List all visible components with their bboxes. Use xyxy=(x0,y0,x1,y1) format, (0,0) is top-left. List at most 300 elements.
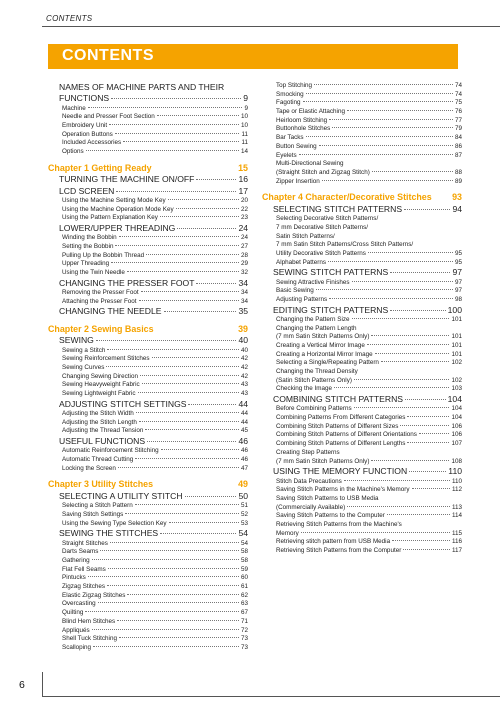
dot-leader xyxy=(92,629,239,630)
toc-section[interactable] xyxy=(48,174,248,185)
toc-subsection[interactable] xyxy=(262,117,462,126)
toc-entry-title: SEWING THE STITCHES xyxy=(59,528,159,539)
toc-page-number: 95 xyxy=(454,249,462,257)
toc-subsection[interactable] xyxy=(262,143,462,152)
toc-subsection[interactable] xyxy=(262,359,462,368)
toc-page-number: 101 xyxy=(451,350,462,358)
dot-leader xyxy=(400,425,449,426)
toc-entry-title: Sewing Reinforcement Stitches xyxy=(62,355,150,363)
dot-leader xyxy=(371,460,449,461)
dot-leader xyxy=(138,392,239,393)
toc-entry-title: Locking the Screen xyxy=(62,464,116,472)
toc-entry-title: (7 mm Satin Stitch Patterns Only) xyxy=(276,457,370,465)
toc-entry-title: Using the Sewing Type Selection Key xyxy=(62,519,167,527)
toc-page-number: 47 xyxy=(240,464,248,472)
toc-page-number: 49 xyxy=(238,479,248,490)
toc-page-number: 42 xyxy=(240,372,248,380)
toc-subsection[interactable] xyxy=(48,456,248,465)
toc-page-number: 44 xyxy=(240,418,248,426)
dot-leader xyxy=(88,576,239,577)
dot-leader xyxy=(110,542,239,543)
dot-leader xyxy=(407,442,449,443)
toc-page-number: 117 xyxy=(451,547,462,555)
toc-subsection[interactable] xyxy=(262,134,462,143)
toc-entry-title: 7 mm Satin Stitch Patterns/Cross Stitch Patterns/ xyxy=(276,241,414,249)
toc-subsection[interactable] xyxy=(48,410,248,419)
toc-page-number: 116 xyxy=(451,538,462,546)
dot-leader xyxy=(347,110,453,111)
toc-entry-title: Shell Tuck Stitching xyxy=(62,635,117,643)
toc-entry-title: Satin Stitch Patterns/ xyxy=(276,232,335,240)
toc-subsection[interactable] xyxy=(262,538,462,547)
toc-subsection[interactable] xyxy=(48,373,248,382)
dot-leader xyxy=(96,340,237,341)
toc-entry-title: (7 mm Satin Stitch Patterns Only) xyxy=(276,333,370,341)
dot-leader xyxy=(306,93,453,94)
dot-leader xyxy=(352,281,453,282)
dot-leader xyxy=(111,98,241,99)
toc-subsection[interactable] xyxy=(262,351,462,360)
toc-subsection[interactable] xyxy=(48,574,248,583)
toc-page-number: 93 xyxy=(452,192,462,203)
dot-leader xyxy=(196,283,236,284)
toc-subsection[interactable] xyxy=(262,224,462,233)
dot-leader xyxy=(419,433,450,434)
toc-subsection[interactable] xyxy=(262,178,462,187)
toc-subsection[interactable] xyxy=(48,252,248,261)
toc-subsection[interactable] xyxy=(48,381,248,390)
toc-section[interactable] xyxy=(48,186,248,197)
dot-leader xyxy=(109,124,239,125)
toc-page-number: 67 xyxy=(240,609,248,617)
toc-subsection[interactable] xyxy=(262,423,462,432)
toc-subsection[interactable] xyxy=(48,347,248,356)
toc-page-number: 46 xyxy=(238,436,248,447)
toc-page-number: 79 xyxy=(454,125,462,133)
toc-subsection[interactable] xyxy=(262,504,462,513)
toc-page-number: 27 xyxy=(240,242,248,250)
toc-page-number: 58 xyxy=(240,557,248,565)
dot-leader xyxy=(375,353,450,354)
toc-page-number: 45 xyxy=(240,427,248,435)
toc-page-number: 110 xyxy=(451,477,462,485)
toc-page-number: 115 xyxy=(451,529,462,537)
toc-subsection[interactable] xyxy=(48,260,248,269)
toc-page-number: 101 xyxy=(451,333,462,341)
toc-page-number: 97 xyxy=(452,267,462,278)
toc-entry-title: Changing the Thread Density xyxy=(276,368,358,376)
toc-section[interactable] xyxy=(262,466,462,477)
dot-leader xyxy=(314,84,453,85)
dot-leader xyxy=(303,101,453,102)
toc-entry-title: Zipper Insertion xyxy=(276,177,320,185)
chapter-heading[interactable] xyxy=(48,479,248,491)
toc-page-number: 16 xyxy=(238,174,248,185)
toc-entry-title: FUNCTIONS xyxy=(59,93,110,104)
toc-subsection[interactable] xyxy=(262,241,462,250)
toc-entry-title: Retrieving Stitch Patterns from the Computer xyxy=(276,547,402,555)
toc-entry-title: Combining Stitch Patterns of Different Lengths xyxy=(276,440,406,448)
toc-page-number: 39 xyxy=(238,323,248,334)
toc-entry-title: Automatic Reinforcement Stitching xyxy=(62,447,159,455)
toc-entry-title: Changing the Pattern Size xyxy=(276,315,350,323)
toc-page-number: 104 xyxy=(451,414,462,422)
toc-page-number: 74 xyxy=(454,90,462,98)
dot-leader xyxy=(352,318,450,319)
toc-subsection[interactable] xyxy=(48,609,248,618)
toc-subsection[interactable] xyxy=(48,583,248,592)
toc-right-column xyxy=(262,82,462,556)
toc-page-number: 114 xyxy=(451,512,462,520)
toc-subsection[interactable] xyxy=(262,279,462,288)
toc-entry-title: Alphabet Patterns xyxy=(276,258,327,266)
toc-entry-title: Chapter 3 Utility Stitches xyxy=(48,479,154,490)
dot-leader xyxy=(100,550,239,551)
toc-section[interactable] xyxy=(48,306,248,317)
toc-entry-title: Button Sewing xyxy=(276,142,317,150)
chapter-heading[interactable] xyxy=(262,192,462,204)
toc-subsection[interactable] xyxy=(48,206,248,215)
toc-entry-title: Sewing Curves xyxy=(62,363,105,371)
toc-subsection[interactable] xyxy=(262,385,462,394)
toc-page-number: 59 xyxy=(240,565,248,573)
toc-section[interactable] xyxy=(262,394,462,405)
toc-subsection[interactable] xyxy=(48,364,248,373)
toc-subsection[interactable] xyxy=(262,333,462,342)
toc-section[interactable] xyxy=(262,305,462,316)
dot-leader xyxy=(390,272,450,273)
toc-subsection[interactable] xyxy=(48,243,248,252)
dot-leader xyxy=(141,291,239,292)
dot-leader xyxy=(145,429,239,430)
dot-leader xyxy=(412,488,450,489)
toc-page-number: 61 xyxy=(240,583,248,591)
toc-entry-title: Checking the Image xyxy=(276,385,333,393)
toc-page-number: 29 xyxy=(240,260,248,268)
toc-subsection[interactable] xyxy=(262,215,462,224)
header-rule xyxy=(42,26,500,27)
toc-subsection[interactable] xyxy=(262,259,462,268)
toc-entry-title: CHANGING THE NEEDLE xyxy=(59,306,162,317)
toc-entry-title: Using the Machine Setting Mode Key xyxy=(62,196,166,204)
dot-leader xyxy=(85,611,239,612)
toc-entry-title: Before Combining Patterns xyxy=(276,405,352,413)
dot-leader xyxy=(168,199,239,200)
dot-leader xyxy=(329,119,453,120)
toc-entry-title: Top Stitching xyxy=(276,82,313,89)
toc-page-number: 108 xyxy=(451,457,462,465)
toc-entry-title: Overcasting xyxy=(62,600,96,608)
toc-entry-title: Fagoting xyxy=(276,99,301,107)
toc-page-number: 44 xyxy=(238,398,248,409)
toc-subsection[interactable] xyxy=(262,250,462,259)
dot-leader xyxy=(368,252,453,253)
toc-section[interactable] xyxy=(48,399,248,410)
dot-leader xyxy=(125,513,239,514)
toc-page-number: 84 xyxy=(454,134,462,142)
toc-entry-title: Sewing a Stitch xyxy=(62,346,106,354)
dot-leader xyxy=(405,399,446,400)
toc-subsection[interactable] xyxy=(262,287,462,296)
dot-leader xyxy=(147,441,236,442)
toc-subsection[interactable] xyxy=(48,105,248,114)
dot-leader xyxy=(117,620,239,621)
toc-subsection[interactable] xyxy=(48,502,248,511)
dot-leader xyxy=(372,171,453,172)
toc-entry-title: Options xyxy=(62,148,84,156)
toc-subsection[interactable] xyxy=(48,197,248,206)
toc-page-number: 112 xyxy=(451,486,462,494)
toc-page-number: 54 xyxy=(238,528,248,539)
toc-entry-title: Basic Sewing xyxy=(276,287,314,295)
toc-entry-title: Saving Stitch Patterns to the Computer xyxy=(276,512,385,520)
dot-leader xyxy=(316,289,453,290)
toc-entry-title: Combining Stitch Patterns of Different Sizes xyxy=(276,422,399,430)
toc-subsection[interactable] xyxy=(48,390,248,399)
toc-subsection[interactable] xyxy=(48,627,248,636)
toc-entry-title: Combining Patterns From Different Categories xyxy=(276,414,406,422)
toc-subsection[interactable] xyxy=(48,548,248,557)
toc-page-number: 110 xyxy=(448,466,462,477)
toc-entry-title: SELECTING STITCH PATTERNS xyxy=(273,203,403,214)
toc-subsection[interactable] xyxy=(48,419,248,428)
toc-page-number: 51 xyxy=(240,502,248,510)
dot-leader xyxy=(164,311,237,312)
toc-subsection[interactable] xyxy=(262,414,462,423)
dot-leader xyxy=(107,349,239,350)
toc-entry-title: Automatic Thread Cutting xyxy=(62,456,134,464)
toc-subsection[interactable] xyxy=(262,431,462,440)
toc-subsection[interactable] xyxy=(262,486,462,495)
toc-entry-title: Needle and Presser Foot Section xyxy=(62,113,155,121)
toc-page-number: 42 xyxy=(240,363,248,371)
toc-section[interactable] xyxy=(48,278,248,289)
dot-leader xyxy=(139,421,239,422)
toc-entry-title: Retrieving Stitch Patterns from the Machine's xyxy=(276,520,402,528)
toc-page-number: 103 xyxy=(451,385,462,393)
toc-entry-title: Selecting a Stitch Pattern xyxy=(62,502,133,510)
toc-entry-title: Stitch Data Precautions xyxy=(276,477,342,485)
dot-leader xyxy=(135,458,239,459)
dot-leader xyxy=(392,540,450,541)
toc-entry-title: Machine xyxy=(62,104,86,112)
toc-subsection[interactable] xyxy=(48,214,248,223)
toc-entry-title: ADJUSTING STITCH SETTINGS xyxy=(59,398,187,409)
toc-subsection[interactable] xyxy=(48,447,248,456)
toc-subsection[interactable] xyxy=(262,82,462,91)
toc-subsection[interactable] xyxy=(262,530,462,539)
toc-page-number: 101 xyxy=(451,315,462,323)
toc-entry-title: CHANGING THE PRESSER FOOT xyxy=(59,277,195,288)
toc-subsection[interactable] xyxy=(262,405,462,414)
toc-subsection[interactable] xyxy=(48,234,248,243)
toc-entry-title: SEWING xyxy=(59,335,94,346)
toc-page-number: 95 xyxy=(454,258,462,266)
toc-page-number: 42 xyxy=(240,355,248,363)
toc-subsection[interactable] xyxy=(48,540,248,549)
toc-subsection[interactable] xyxy=(48,289,248,298)
toc-subsection[interactable] xyxy=(262,99,462,108)
toc-section[interactable] xyxy=(262,267,462,278)
dot-leader xyxy=(169,522,239,523)
dot-leader xyxy=(354,379,450,380)
toc-subsection[interactable] xyxy=(48,557,248,566)
toc-entry-title: Selecting a Single/Repeating Pattern xyxy=(276,359,379,367)
toc-section[interactable] xyxy=(48,491,248,502)
toc-subsection[interactable] xyxy=(48,566,248,575)
chapter-heading[interactable] xyxy=(48,163,248,175)
dot-leader xyxy=(119,637,239,638)
dot-leader xyxy=(123,141,239,142)
toc-section[interactable] xyxy=(48,436,248,447)
toc-section[interactable] xyxy=(48,93,248,104)
toc-subsection[interactable] xyxy=(48,427,248,436)
toc-page-number: 9 xyxy=(244,104,248,112)
dot-leader xyxy=(115,133,240,134)
toc-entry-title: Saving Stitch Patterns in the Machine's Memory xyxy=(276,486,410,494)
toc-page-number: 58 xyxy=(240,548,248,556)
toc-subsection[interactable] xyxy=(48,298,248,307)
toc-page-number: 20 xyxy=(240,196,248,204)
toc-page-number: 34 xyxy=(238,277,248,288)
toc-subsection[interactable] xyxy=(262,125,462,134)
toc-subsection[interactable] xyxy=(262,440,462,449)
toc-entry-title: COMBINING STITCH PATTERNS xyxy=(273,394,404,405)
toc-entry-title: Adjusting Patterns xyxy=(276,295,328,303)
toc-subsection[interactable] xyxy=(262,108,462,117)
toc-page-number: 104 xyxy=(447,394,462,405)
toc-section[interactable] xyxy=(48,335,248,346)
toc-entry-title: Upper Threading xyxy=(62,260,110,268)
toc-entry-title: Winding the Bobbin xyxy=(62,234,117,242)
toc-subsection[interactable] xyxy=(262,377,462,386)
toc-entry-title: Smocking xyxy=(276,90,304,98)
toc-entry-title: (Commercially Available) xyxy=(276,503,346,511)
toc-subsection[interactable] xyxy=(48,618,248,627)
toc-section[interactable] xyxy=(262,204,462,215)
toc-page-number: 23 xyxy=(240,214,248,222)
toc-subsection[interactable] xyxy=(262,152,462,161)
dot-leader xyxy=(157,115,239,116)
toc-page-number: 52 xyxy=(240,510,248,518)
dot-leader xyxy=(118,467,239,468)
banner-title: CONTENTS xyxy=(62,47,154,64)
toc-entry-title: Sewing Heavyweight Fabric xyxy=(62,381,140,389)
toc-subsection[interactable] xyxy=(48,131,248,140)
dot-leader xyxy=(146,254,239,255)
toc-page-number: 86 xyxy=(454,142,462,150)
toc-entry-title: Bar Tacks xyxy=(276,134,304,142)
dot-leader xyxy=(119,236,239,237)
toc-entry-title: Quilting xyxy=(62,609,84,617)
toc-entry-title: Multi-Directional Sewing xyxy=(276,160,344,168)
footer-rule-vertical xyxy=(42,672,43,696)
dot-leader xyxy=(92,559,239,560)
toc-entry-title: Appliqués xyxy=(62,626,90,634)
toc-subsection[interactable] xyxy=(48,113,248,122)
toc-subsection[interactable] xyxy=(262,521,462,530)
dot-leader xyxy=(371,335,449,336)
toc-subsection[interactable] xyxy=(262,458,462,467)
toc-subsection[interactable] xyxy=(262,325,462,334)
toc-page-number: 74 xyxy=(454,82,462,89)
toc-subsection[interactable] xyxy=(262,233,462,242)
toc-subsection[interactable] xyxy=(262,91,462,100)
dot-leader xyxy=(387,514,450,515)
toc-subsection[interactable] xyxy=(48,635,248,644)
toc-subsection[interactable] xyxy=(262,512,462,521)
toc-entry-title: Creating Step Patterns xyxy=(276,448,340,456)
toc-subsection[interactable] xyxy=(48,148,248,157)
toc-section[interactable] xyxy=(48,82,248,93)
toc-entry-title: SEWING STITCH PATTERNS xyxy=(273,267,389,278)
toc-page-number: 40 xyxy=(240,346,248,354)
toc-section[interactable] xyxy=(48,528,248,539)
toc-page-number: 43 xyxy=(240,390,248,397)
toc-subsection[interactable] xyxy=(48,465,248,474)
toc-page-number: 22 xyxy=(240,205,248,213)
toc-entry-title: LOWER/UPPER THREADING xyxy=(59,222,176,233)
toc-page-number: 104 xyxy=(451,405,462,413)
toc-subsection[interactable] xyxy=(48,122,248,131)
toc-subsection[interactable] xyxy=(48,600,248,609)
toc-page-number: 53 xyxy=(240,519,248,527)
toc-entry-title: 7 mm Decorative Stitch Patterns/ xyxy=(276,223,369,231)
toc-section[interactable] xyxy=(48,223,248,234)
toc-entry-title: Straight Stitches xyxy=(62,539,108,547)
toc-entry-title: Tape or Elastic Attaching xyxy=(276,108,345,116)
toc-subsection[interactable] xyxy=(48,520,248,529)
dot-leader xyxy=(160,533,236,534)
toc-subsection[interactable] xyxy=(48,592,248,601)
toc-entry-title: Combining Stitch Patterns of Different Orientations xyxy=(276,431,417,439)
toc-subsection[interactable] xyxy=(262,368,462,377)
dot-leader xyxy=(322,180,453,181)
dot-leader xyxy=(334,387,449,388)
toc-page-number: 32 xyxy=(240,269,248,277)
toc-subsection[interactable] xyxy=(262,449,462,458)
toc-page-number: 54 xyxy=(240,539,248,547)
toc-subsection[interactable] xyxy=(262,478,462,487)
toc-subsection[interactable] xyxy=(262,160,462,169)
toc-subsection[interactable] xyxy=(262,296,462,305)
toc-subsection[interactable] xyxy=(262,169,462,178)
toc-entry-title: Setting the Bobbin xyxy=(62,242,114,250)
dot-leader xyxy=(140,375,239,376)
toc-page-number: 101 xyxy=(451,341,462,349)
toc-subsection[interactable] xyxy=(48,355,248,364)
dot-leader xyxy=(344,480,450,481)
toc-subsection[interactable] xyxy=(262,316,462,325)
toc-entry-title: Pintucks xyxy=(62,574,86,582)
toc-page-number: 106 xyxy=(451,422,462,430)
toc-subsection[interactable] xyxy=(48,644,248,653)
dot-leader xyxy=(299,154,453,155)
toc-subsection[interactable] xyxy=(48,511,248,520)
toc-subsection[interactable] xyxy=(262,342,462,351)
toc-subsection[interactable] xyxy=(262,547,462,556)
toc-subsection[interactable] xyxy=(262,495,462,504)
toc-entry-title: (Satin Stitch Patterns Only) xyxy=(276,376,352,384)
dot-leader xyxy=(108,568,239,569)
toc-page-number: 11 xyxy=(241,130,248,138)
toc-page-number: 40 xyxy=(238,335,248,346)
toc-subsection[interactable] xyxy=(48,269,248,278)
toc-entry-title: Sewing Lightweight Fabric xyxy=(62,390,136,397)
running-title: CONTENTS xyxy=(46,14,93,23)
chapter-heading[interactable] xyxy=(48,324,248,336)
toc-subsection[interactable] xyxy=(48,139,248,148)
